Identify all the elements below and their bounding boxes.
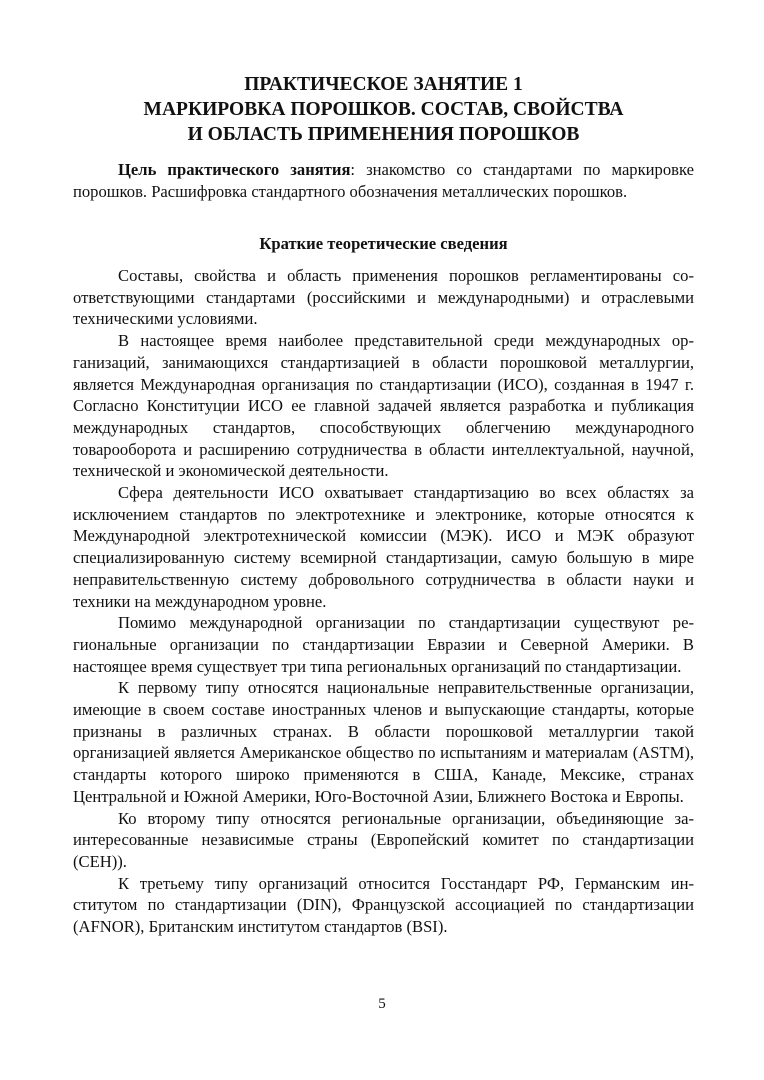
paragraph-7: К третьему типу организаций относится Госстандарт РФ, Германским институтом по стандартизации (DIN), Французской ассоциацией по стандартизации (AFNOR), Британским институтом стандартов (BSI). <box>73 873 694 937</box>
title-line-2: МАРКИРОВКА ПОРОШКОВ. СОСТАВ, СВОЙСТВА <box>143 99 624 120</box>
title-line-1: ПРАКТИЧЕСКОЕ ЗАНЯТИЕ 1 <box>244 74 523 95</box>
document-page <box>73 72 694 938</box>
paragraph-2: В настоящее время наиболее представительной среди международных организаций, занимающихся стандартизацией в области порошковой металлургии, является Международная организация по стандартизации (ИСО), созданная в 1947 г. Согласно Конституции ИСО ее главной задачей является разработка и публикация международных стандартов, способствующих облегчению международного товарооборота и расширению сотрудничества в области интеллектуальной, научной, технической и экономической деятельности. <box>73 331 694 481</box>
paragraph-3: Сфера деятельности ИСО охватывает стандартизацию во всех областях за исключением стандартов по электротехнике и электронике, которые относятся к Международной электротехнической комиссии (МЭК). ИСО и МЭК образуют специализированную систему всемирной стандартизации, самую большую в мире неправительственную систему добровольного сотрудничества в области науки и техники на международном уровне. <box>73 483 694 611</box>
paragraph-4: Помимо международной организации по стандартизации существуют региональные организации по стандартизации Евразии и Северной Америки. В настоящее время существует три типа региональных организаций по стандартизации. <box>73 613 694 676</box>
page-title <box>73 72 694 147</box>
section-heading: Краткие теоретические сведения <box>259 234 508 253</box>
page-number: 5 <box>378 996 386 1012</box>
title-line-3: И ОБЛАСТЬ ПРИМЕНЕНИЯ ПОРОШКОВ <box>187 124 580 145</box>
paragraph-6: Ко второму типу относятся региональные организации, объединяющие заинтересованные независимые страны (Европейский комитет по стандартизации (СЕН)). <box>73 808 694 871</box>
paragraph-1: Составы, свойства и область применения порошков регламентированы соответствующими стандартами (российскими и международными) и отраслевыми техническими условиями. <box>73 266 694 329</box>
goal-label: Цель практического занятия <box>118 160 351 179</box>
goal-text: : знакомство со стандартами по маркировке порошков. Расшифровка стандартного обозначения металлических порошков. <box>73 160 694 201</box>
paragraph-5: К первому типу относятся национальные неправительственные организации, имеющие в своем составе иностранных членов и выпускающие стандарты, которые признаны в различных странах. В области порошковой металлургии такой организацией является Американское общество по испытаниям и материалам (ASTM), стандарты которого широко применяются в США, Канаде, Мексике, странах Центральной и Южной Америки, Юго-Восточной Азии, Ближнего Востока и Европы. <box>73 678 694 806</box>
goal-paragraph <box>73 159 694 203</box>
